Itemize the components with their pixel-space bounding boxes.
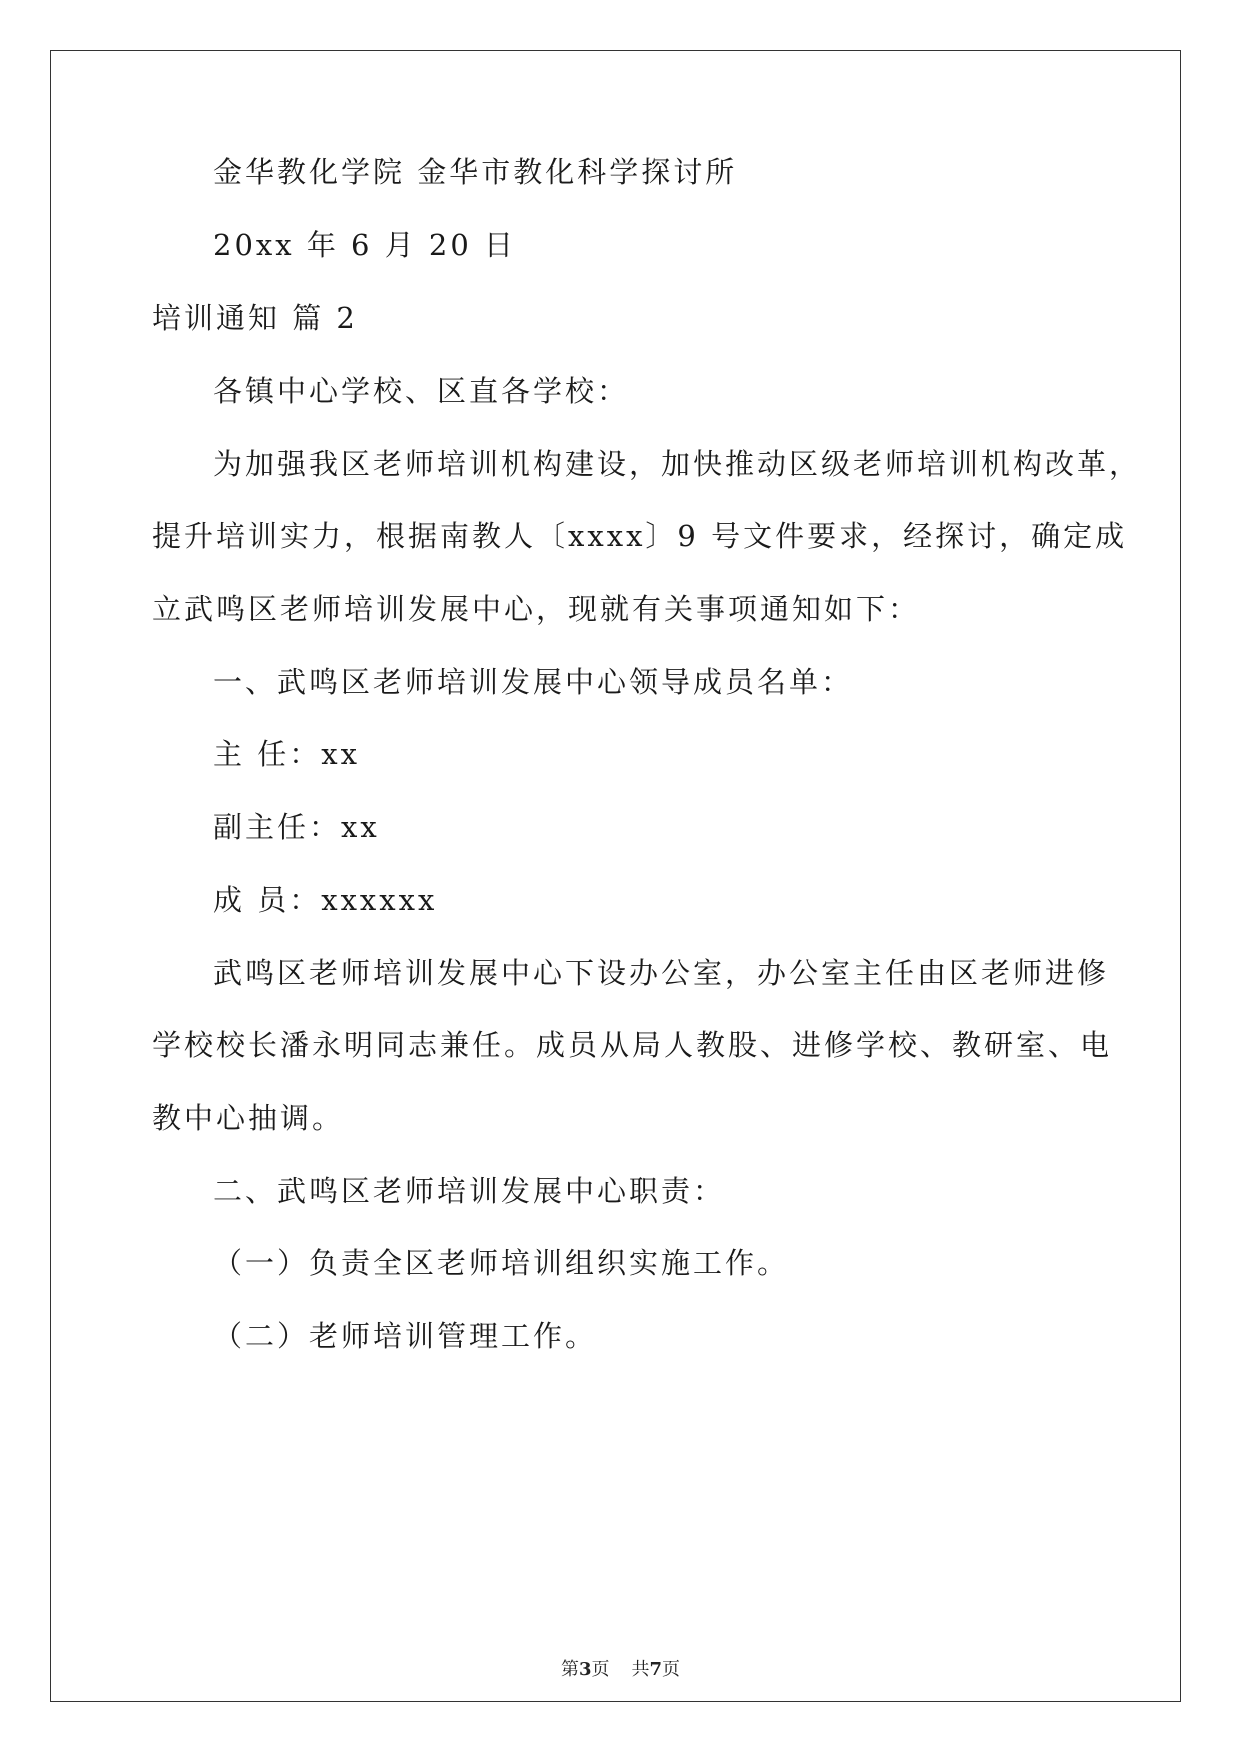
paragraph-1-line-3: 立武鸣区老师培训发展中心，现就有关事项通知如下： (152, 592, 921, 626)
page-suffix: 页 (591, 1659, 610, 1680)
date-line: 20xx 年 6 月 20 日 (213, 228, 517, 262)
total-pages: 7 (649, 1659, 663, 1680)
page-footer (0, 1658, 1241, 1682)
paragraph-1-line-2: 提升培训实力，根据南教人〔xxxx〕9 号文件要求，经探讨，确定成 (152, 519, 1128, 553)
duty-2: （二）老师培训管理工作。 (213, 1319, 598, 1353)
director-line: 主 任：xx (213, 737, 360, 771)
page-prefix: 第 (560, 1659, 579, 1680)
page-number: 3 (578, 1659, 592, 1680)
paragraph-2-line-3: 教中心抽调。 (152, 1101, 345, 1135)
page-border (50, 50, 1181, 1702)
deputy-director-line: 副主任：xx (213, 810, 380, 844)
item-2-heading: 二、武鸣区老师培训发展中心职责： (213, 1174, 726, 1208)
item-1-heading: 一、武鸣区老师培训发展中心领导成员名单： (213, 665, 854, 699)
paragraph-2-line-1: 武鸣区老师培训发展中心下设办公室，办公室主任由区老师进修 (213, 956, 1110, 990)
duty-1: （一）负责全区老师培训组织实施工作。 (213, 1246, 790, 1280)
section-title: 培训通知 篇 2 (152, 301, 358, 335)
paragraph-1-line-1: 为加强我区老师培训机构建设，加快推动区级老师培训机构改革， (213, 447, 1142, 481)
total-prefix: 共 (631, 1659, 650, 1680)
paragraph-2-line-2: 学校校长潘永明同志兼任。成员从局人教股、进修学校、教研室、电 (152, 1028, 1113, 1062)
signature-line: 金华教化学院 金华市教化科学探讨所 (213, 155, 738, 189)
total-suffix: 页 (662, 1659, 681, 1680)
members-line: 成 员：xxxxxx (213, 883, 438, 917)
salutation: 各镇中心学校、区直各学校： (213, 374, 630, 408)
